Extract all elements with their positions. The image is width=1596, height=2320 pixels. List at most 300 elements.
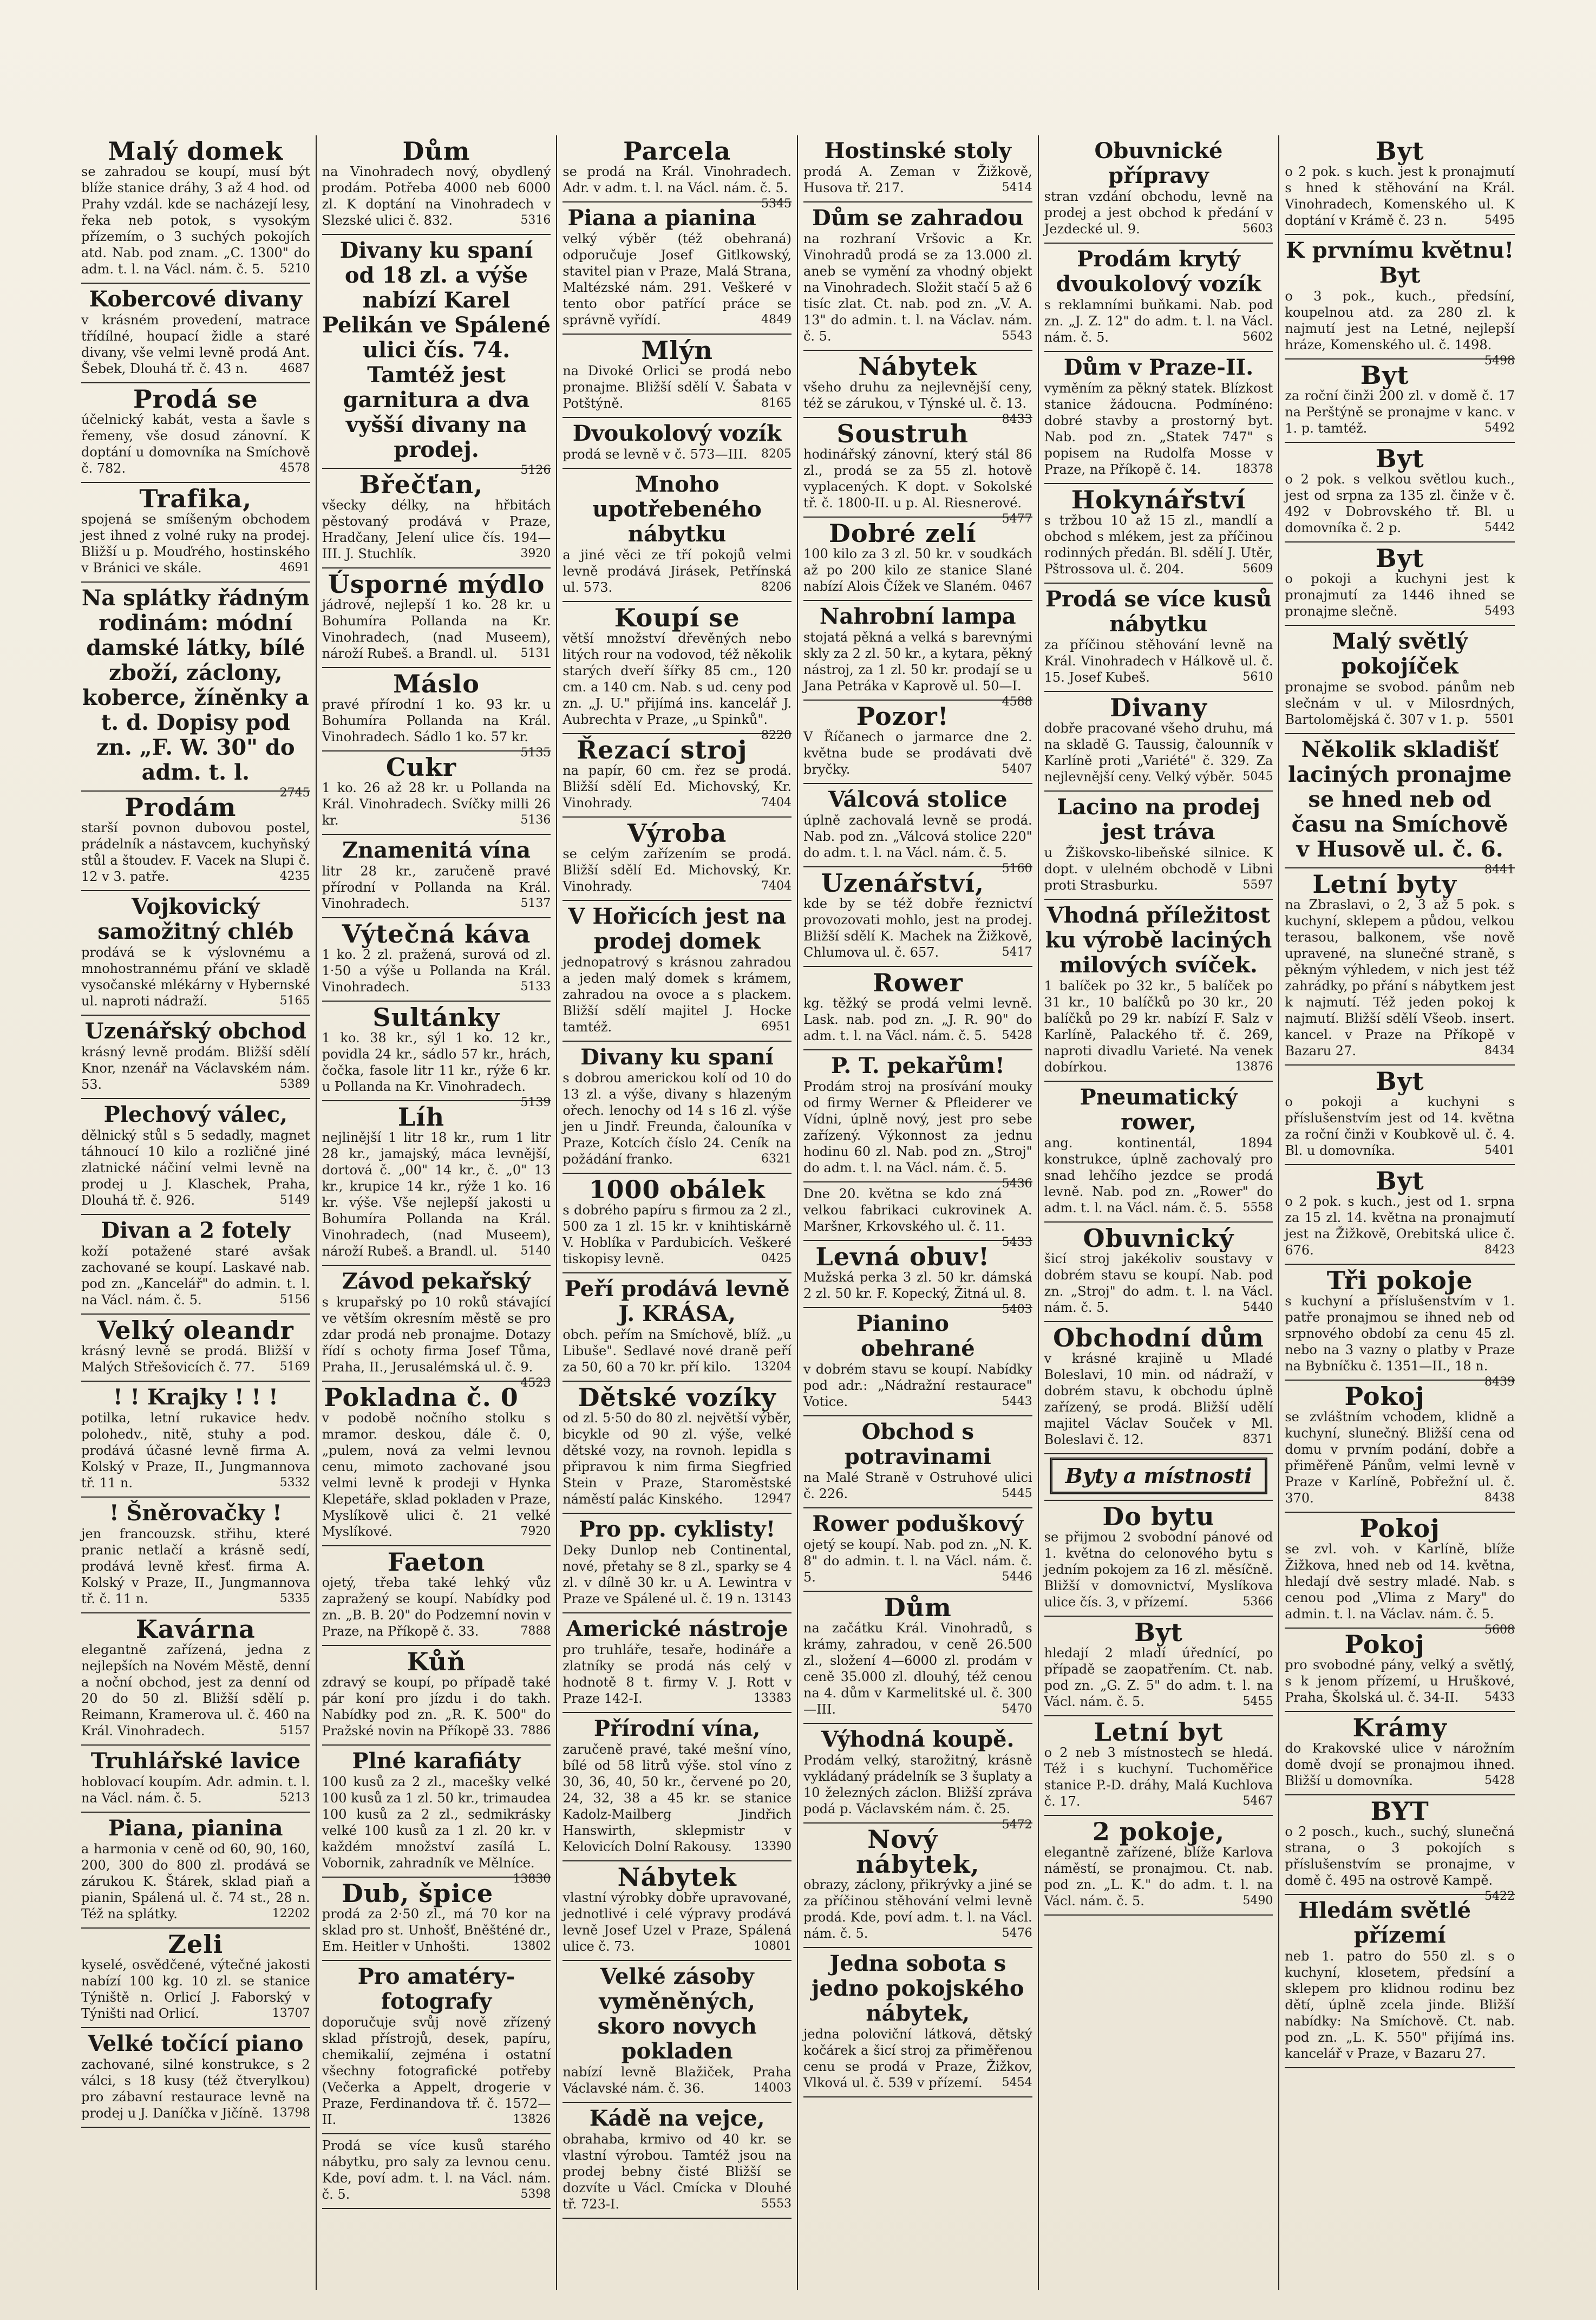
ad-body (803, 1079, 1032, 1191)
ad-body (1285, 288, 1515, 368)
ad-body (803, 446, 1032, 526)
ad-body (803, 231, 1032, 344)
ad-text: Prodá se více kusů starého nábytku, pro saly za levnou cenu. Kde, poví adm. t. l. na Václ. nám. č. 5. (322, 2138, 551, 2202)
ad-number: 7920 (520, 1525, 551, 1538)
classified-ad (322, 1382, 551, 1546)
classified-ad (1044, 1223, 1273, 1322)
ad-body (1044, 380, 1273, 478)
ad-body (322, 1906, 551, 1955)
ad-number: 5603 (1242, 222, 1273, 236)
ad-text: o 2 pok. s kuch., jest od 1. srpna za 15 zl. 14. května na pronajmutí jest na Žižkově, Orebitská ulice č. 676. (1285, 1194, 1515, 1258)
ad-title: Výhodná koupě. (821, 1727, 1015, 1752)
ad-title: Byt (1375, 544, 1424, 573)
ad-number: 8205 (761, 447, 792, 461)
ad-body (1285, 1409, 1515, 1506)
ad-text: ojetý se koupí. Nab. pod zn. „N. K. 8" do admin. t. l. na Václ. nám. č. 5. (803, 1537, 1032, 1585)
classified-ad (81, 1215, 310, 1315)
ad-number: 5608 (1484, 1623, 1515, 1637)
ad-body (1285, 388, 1515, 436)
ad-title: Letní byty (1312, 870, 1457, 899)
ad-number: 5467 (1242, 1794, 1273, 1808)
ad-body (1285, 571, 1515, 619)
ad-number: 4235 (279, 870, 310, 883)
ad-body (81, 2056, 310, 2121)
ad-number: 5477 (1002, 512, 1032, 526)
ad-title: Prodá se více kusů nábytku (1045, 586, 1272, 637)
classified-ad (322, 135, 551, 235)
ad-text: potilka, letní rukavice hedv. polohedv., nitě, stuhy a pod. prodává účasné levně firma A. Kolský v Praze, II., Jungmannova tř. 11 n. (81, 1410, 310, 1491)
ad-title: Divany ku spaní (580, 1044, 774, 1070)
ad-title: Úsporné mýdlo (328, 570, 545, 599)
ad-text: všecky délky, na hřbitách pěstovaný prodává v Praze, Hradčany, Jelení ulice čís. 194—III. J. Stuchlík. (322, 498, 551, 561)
classified-ad (81, 483, 310, 583)
classified-ad (81, 284, 310, 383)
classified-ad (562, 1273, 792, 1382)
ad-body (1044, 637, 1273, 685)
ad-number: 5414 (1002, 181, 1032, 194)
ad-body (322, 1774, 551, 1886)
ad-body (322, 164, 551, 228)
ad-text: zdravý se koupí, po případě také pár koní pro jízdu i do takh. Nabídky pod zn. „R. K. 500" do Pražské novin na Příkopě 33. (322, 1675, 551, 1739)
ad-body (81, 1774, 310, 1806)
ad-text: s dobrého papíru s firmou za 2 zl., 500 za 1 zl. 15 kr. v knihtiskárně V. Hoblíka v Pardubicích. Veškeré tiskopisy levně. (562, 1203, 792, 1266)
classified-ad (81, 1016, 310, 1099)
ad-title: K prvnímu květnu! Byt (1286, 238, 1514, 288)
section-heading-box: Byty a místnosti (1050, 1458, 1268, 1494)
classified-ad (562, 901, 792, 1042)
ad-number: 5454 (1002, 2076, 1032, 2089)
ad-number: 5442 (1484, 521, 1515, 534)
ad-text: do Krakovské ulice v nárožním domě dvojí se pronajmou ihned. Bližší u domovníka. (1285, 1741, 1515, 1788)
ad-text: v krásné krajině u Mladé Boleslavi, 10 min. od nádraží, v dobrém stavu, k obchodu úplně zařízený, se prodá. Bližší udělí majitel Václav Souček v Ml. Boleslavi č. 12. (1044, 1351, 1273, 1447)
ad-title: Jedna sobota s jedno pokojského nábytek, (812, 1951, 1024, 2026)
classified-ad (1044, 484, 1273, 584)
ad-text: na Zbraslavi, o 2, 3 až 5 pok. s kuchyní, sklepem a půdou, velkou terasou, balkonem, vše nově upravené, na slunečné straně, s pěkným výhledem, v nich jest též zahrádky, po přání s nábytkem jest k najmutí. Též jeden pokoj k najmutí. Bližší sdělí Všeob. insert. kancel. v Praze na Příkopě v Bazaru 27. (1285, 897, 1515, 1058)
ad-text: 100 kusů za 2 zl., macešky velké 100 kusů za 1 zl. 50 kr., trimaudea 100 kusů za 2 zl., sedmikrásky velké 100 kusů za 1 zl. 20 kr. v každém množství zasílá L. Vobornik, zahradník ve Mělníce. (322, 1774, 551, 1871)
ad-body (1285, 1657, 1515, 1705)
ad-number: 0425 (761, 1252, 792, 1265)
ad-number: 4578 (279, 461, 310, 475)
ad-title: Přírodní vína, (593, 1716, 761, 1741)
classified-ad (803, 1308, 1032, 1416)
ad-number: 4588 (1002, 695, 1032, 709)
ad-body (562, 630, 792, 742)
classified-ad (322, 918, 551, 1002)
ad-number: 5140 (520, 1244, 551, 1258)
ad-number: 5490 (1242, 1894, 1273, 1907)
ad-text: Deky Dunlop neb Continental, nové, přetahy se 8 zl., sparky se 4 zl. v dílně 30 kr. u A. Lewintra v Praze ve Spálené ul. č. 19 n. (562, 1543, 792, 1606)
ad-text: prodá A. Zeman v Žižkově, Husova tř. 217. (803, 164, 1032, 195)
ad-body (1044, 978, 1273, 1075)
ad-text: prodá za 2·50 zl., má 70 kor na sklad pro st. Unhošť, Bněšténé dr., Em. Heitler v Unhošti. (322, 1906, 551, 1954)
column-5 (1039, 135, 1280, 2290)
ad-number: 5602 (1242, 330, 1273, 344)
ad-text: s tržbou 10 až 15 zl., mandlí a obchod s mlékem, jest za příčinou rodinných předán. Bl. sdělí J. Utěr, Pštrossova ul. č. 204. (1044, 513, 1273, 577)
ad-text: větší množství dřevěných nebo litých rour na vodovod, též několik starých dveří šířky 85 cm., 120 cm. a 140 cm. Nab. s ud. ceny pod zn. „J. U." přijímá ins. kancelář J. Aubrechta v Praze, „u Spinků". (562, 631, 792, 727)
classified-ad (803, 1724, 1032, 1832)
ad-title: Prodám (125, 793, 237, 822)
classified-ad (803, 967, 1032, 1050)
ad-text: u Žiškovsko-libeňské silnice. K dopt. v ulelném obchodě v Libni proti Strasburku. (1044, 845, 1273, 893)
ad-title: Piana, pianina (108, 1815, 283, 1841)
ad-body (562, 1326, 792, 1375)
ad-body (81, 1044, 310, 1093)
ad-number: 8423 (1484, 1243, 1515, 1257)
ad-title: Malý domek (108, 136, 284, 166)
ad-number: 5316 (520, 213, 551, 227)
ad-number: 8206 (761, 580, 792, 594)
ad-body (81, 411, 310, 476)
ad-text: jednopatrový s krásnou zahradou a jeden malý domek s krámem, zahradou na ovoce a s plackem. Bližší sdělí majitel J. Hocke tamtéž. (562, 955, 792, 1035)
ad-title: 1000 obálek (588, 1175, 766, 1204)
ad-text: o 3 pok., kuch., předsíní, koupelnou atd. za 280 zl. k najmutí jest na Letné, nejlepší hráze, Komenského ul. č. 1498. (1285, 289, 1515, 352)
ad-body (81, 1127, 310, 1208)
classified-ad (322, 1746, 551, 1886)
ad-title: 2 pokoje, (1092, 1817, 1225, 1846)
ad-text: zachované, silné konstrukce, s 2 válci, s 18 kusy (též čtverylkou) pro zábavní restaurace levně na prodej u J. Daníčka v Jičíně. (81, 2057, 310, 2121)
classified-ad (803, 1050, 1032, 1191)
ad-body (803, 379, 1032, 426)
ad-title: Plechový válec, (103, 1102, 287, 1127)
classified-ad (1044, 1501, 1273, 1617)
ad-title: Do bytu (1102, 1502, 1215, 1531)
ad-text: nejlinější 1 litr 18 kr., rum 1 litr 28 kr., jamajský, máca levnější, dortová č. „00" 14 kr., č. „0" 13 kr., krupice 14 kr., rýže 1 ko. 16 kr. výše. Vše nejlepší jakosti u Bohumíra Pollanda na Král. Vinohradech, (nad Museem), nároží Rubeš. a Brandl. ul. (322, 1130, 551, 1259)
ad-body (562, 446, 792, 462)
ad-body (803, 2026, 1032, 2091)
ad-title: Krámy (1352, 1713, 1447, 1742)
classified-ad (322, 1546, 551, 1646)
ad-title: Tři pokoje (1326, 1266, 1473, 1295)
classified-ad (322, 751, 551, 835)
ad-title: Nábytek (858, 352, 978, 381)
ad-title: Válcová stolice (828, 787, 1008, 812)
ad-number: 13802 (513, 1939, 551, 1953)
classified-ad (562, 818, 792, 901)
ad-text: ojetý, třeba také lehký vůz zapražený se koupí. Nabídky pod zn. „B. B. 20" do Podzemní novin v Praze, na Příkopě č. 33. (322, 1575, 551, 1639)
ad-number: 13798 (272, 2106, 310, 2120)
ad-number: 5135 (520, 746, 551, 760)
ad-text: na Malé Straně v Ostruhové ulici č. 226. (803, 1470, 1032, 1501)
ad-body (803, 1537, 1032, 1585)
ad-text: hodinářský zánovní, který stál 86 zl., prodá se za 55 zl. hotově vyplacených. K dopt. v Sokolské tř. č. 1800-II. u p. Al. Riesnerové. (803, 447, 1032, 511)
ad-body (803, 1752, 1032, 1832)
classified-ad (562, 1514, 792, 1613)
ad-text: o 2 pok. s velkou světlou kuch., jest od srpna za 135 zl. činže v č. 492 v Dobrovského tř. Bl. u domovníka č. 2 p. (1285, 472, 1515, 535)
classified-ad (1285, 1265, 1515, 1389)
ad-title: Nový nábytek, (856, 1825, 980, 1879)
ad-body (562, 363, 792, 411)
ad-title: Pro amatéry-fotografy (357, 1964, 515, 2014)
ad-title: Pokoj (1344, 1382, 1425, 1411)
classified-ad (322, 469, 551, 568)
ad-number: 5165 (279, 994, 310, 1008)
ad-number: 8165 (761, 396, 792, 410)
classified-ad (1044, 1617, 1273, 1716)
ad-text: šicí stroj jakékoliv soustavy v dobrém stavu se koupí. Nab. pod zn. „Stroj" do adm. t. l. na Václ. nám. č. 5. (1044, 1251, 1273, 1315)
ad-title: Pozor! (856, 702, 949, 731)
ad-title: Malý světlý pokojíček (1332, 629, 1468, 679)
ad-title: Zeli (168, 1930, 224, 1959)
ad-body (1044, 1251, 1273, 1316)
ad-text: Prodám velký, starožitný, krásně vykládaný prádelník se 3 šuplaty a 10 železných záclon. Bližší zpráva podá p. Václavském nám. č. 25. (803, 1753, 1032, 1816)
ad-number: 5366 (1242, 1595, 1273, 1609)
classified-ad (562, 135, 792, 211)
ad-number: 13390 (753, 1840, 792, 1853)
classified-ad (81, 135, 310, 284)
column-1 (76, 135, 317, 2290)
ad-body (562, 1070, 792, 1167)
ad-text: účelnický kabát, vesta a šavle s řemeny, vše dosud zánovní. K doptání u domovníka na Smíchově č. 782. (81, 412, 310, 476)
ad-number: 5492 (1484, 421, 1515, 435)
ad-title: Obuvnický (1083, 1224, 1234, 1253)
ad-number: 13830 (513, 1872, 551, 1886)
ad-number: 8434 (1484, 1044, 1515, 1057)
ad-number: 5455 (1242, 1695, 1273, 1708)
ad-body (803, 729, 1032, 777)
ad-text: jádrové, nejlepší 1 ko. 28 kr. u Bohumíra Pollanda na Kr. Vinohradech, (nad Museem), nároží Rubeš. a Brandl. ul. (322, 597, 551, 661)
ad-text: na rozhraní Vršovic a Kr. Vinohradů prodá se za 13.000 zl. aneb se vymění za vhodný objekt na Vinohradech. Složit stačí 5 až 6 tisíc zlat. Ct. nab. pod zn. „V. A. 13" do admin. t. l. na Václav. nám. č. 5. (803, 231, 1032, 344)
ad-title: Piana a pianina (567, 205, 756, 231)
classified-ad (562, 1861, 792, 1961)
ad-number: 13826 (513, 2113, 551, 2126)
ad-number: 5440 (1242, 1300, 1273, 1314)
ad-title: Líh (397, 1102, 445, 1132)
ad-text: za příčinou stěhování levně na Král. Vinohradech v Hálkově ul. č. 15. Josef Kubeš. (1044, 637, 1273, 685)
column-3 (557, 135, 798, 2290)
classified-ad (803, 1182, 1032, 1249)
ad-title: Prodám krytý dvoukolový vozík (1056, 246, 1261, 297)
ad-text: pro truhláře, tesaře, hodináře a zlatníky se prodá nás celý v hodnotě 8 t. firmy V. J. Rott v Praze 142-I. (562, 1642, 792, 1706)
ad-title: Peří prodává levně J. KRÁSA, (564, 1276, 790, 1326)
ad-body (562, 1890, 792, 1955)
ad-number: 6321 (761, 1152, 792, 1166)
ad-text: od zl. 5·50 do 80 zl. největší výběr, bicykle od 90 zl. výše, velké dětské vozy, na rovnoh. lepidla s připravou k nim firma Siegfried Stein v Praze, Staroměstské náměstí palác Kinského. (562, 1410, 792, 1507)
ad-body (803, 812, 1032, 875)
ad-body (322, 2014, 551, 2128)
ad-number: 5501 (1484, 713, 1515, 726)
classified-ad (803, 1241, 1032, 1316)
ad-text: se zahradou se koupí, musí být blíže stanice dráhy, 3 až 4 hod. od Prahy vzdál. kde se nacházejí lesy, řeka neb potok, s vysokým přízemím, o 3 suchých pokojích atd. Nab. pod znam. „C. 1300" do adm. t. l. na Václ. nám. č. 5. (81, 164, 310, 277)
ad-text: na Divoké Orlici se prodá nebo pronajme. Bližší sdělí V. Šabata v Potštýně. (562, 363, 792, 411)
ad-text: o pokoji a kuchyni jest k pronajmutí za 1446 ihned se pronajme slečně. (1285, 571, 1515, 619)
ad-number: 12947 (753, 1492, 792, 1506)
ad-number: 5136 (520, 813, 551, 827)
ad-title: Pneumatický rower, (1080, 1084, 1238, 1135)
ad-number: 5156 (279, 1293, 310, 1306)
classified-ad (81, 1382, 310, 1498)
ad-number: 5433 (1484, 1690, 1515, 1704)
ad-text: o pokoji a kuchyni s příslušenstvím jest od 14. května za roční činži v Koubkově ul. č. 4. Bl. u domovníka. (1285, 1094, 1515, 1158)
ad-number: 5345 (761, 197, 792, 211)
ad-number: 14003 (753, 2081, 792, 2095)
ad-number: 5446 (1002, 1570, 1032, 1584)
classified-ad (322, 568, 551, 668)
classified-ad (1285, 360, 1515, 443)
ad-text: se prodá na Král. Vinohradech. Adr. v adm. t. l. na Václ. nám. č. 5. (562, 164, 792, 195)
ad-body (1285, 897, 1515, 1059)
classified-ad (322, 1002, 551, 1109)
ad-text: se zvl. voh. v Karlíně, blíže Žižkova, hned neb od 14. května, hledají dvě sestry mladé. Nab. s cenou pod „Vlima z Mary" do admin. t. l. na Václav. nám. č. 5. (1285, 1541, 1515, 1622)
classified-ad (1285, 1712, 1515, 1795)
ad-number: 13876 (1235, 1060, 1273, 1074)
ad-title: Máslo (393, 669, 480, 698)
ad-title (1044, 1458, 1273, 1494)
ad-body (562, 762, 792, 811)
ad-body (562, 846, 792, 894)
classified-ad (1285, 235, 1515, 368)
ad-title: Řezací stroj (576, 735, 748, 764)
ad-text: se přijmou 2 svobodní pánové od 1. května do celonového bytu s jedním pokojem za 16 zl. měsíčně. Bližší v domovnictví, Myslíkova ulice čís. 3, v přízemí. (1044, 1530, 1273, 1610)
ad-number: 8438 (1484, 1491, 1515, 1505)
ad-text: spojená se smíšeným obchodem jest ihned z volné ruky na prodej. Bližší u p. Mouďrého, hostinského v Bránici ve skále. (81, 512, 310, 576)
ad-number: 13204 (753, 1360, 792, 1374)
ad-text: doporučuje svůj nově zřízený sklad přístrojů, desek, papíru, chemikalií, zejména i ostatní všechny fotografické potřeby (Večerka a Appelt, drogerie v Praze, Ferdinandova tř. č. 1572—II. (322, 2015, 551, 2127)
classified-ad (1285, 734, 1515, 877)
ad-number: 8220 (761, 729, 792, 742)
ad-body (1044, 1529, 1273, 1610)
ad-text: Dne 20. května se kdo zná velkou fabrikaci cukrovinek A. Maršner, Krkovského ul. č. 11. (803, 1186, 1032, 1234)
ad-text: se celým zařízením se prodá. Bližší sdělí Ed. Michovský, Kr. Vinohrady. (562, 846, 792, 894)
ad-number: 5558 (1242, 1201, 1273, 1214)
classified-ad (562, 1174, 792, 1273)
classified-ad (1044, 1082, 1273, 1223)
ad-text: krásný levně prodám. Bližší sdělí Knor, nzenář na Václavském nám. 53. (81, 1044, 310, 1092)
ad-text: ang. kontinentál, 1894 konstrukce, úplně zachovalý pro snad lehčího jezdce se prodá levně. Nab. pod zn. „Rower" do adm. t. l. na Václ. nám. č. 5. (1044, 1135, 1273, 1215)
ad-title: Rower (872, 968, 963, 997)
ad-body (322, 696, 551, 760)
ad-number: 2745 (279, 786, 310, 800)
ad-body (81, 1410, 310, 1491)
ad-title: Mlýn (641, 336, 713, 365)
ad-body (322, 2138, 551, 2203)
ad-title: Nábytek (617, 1862, 737, 1892)
ad-title: Kádě na vejce, (589, 2106, 765, 2131)
ad-text: velký výběr (též obehraná) odporučuje Josef Gitlkowský, stavitel pian v Praze, Malá Strana, Maltézské nám. 291. Veškeré v tento obor patřící práce se správně vyřídí. (562, 231, 792, 328)
ad-number: 5137 (520, 897, 551, 910)
ad-number: 4691 (279, 561, 310, 574)
ad-text: s dobrou americkou kolí od 10 do 13 zl. a výše, divany s hlazeným ořech. lenochy od 14 s 16 zl. výše jen u Jindř. Freunda, čalouníka v Praze, Kotcích číslo 24. Ceník na požádání franko. (562, 1070, 792, 1167)
ad-text: prodává se k výslovnému a mnohostrannému přání ve skladě vysočanské mlékárny v Hybernské ul. naproti nádraží. (81, 945, 310, 1009)
ad-title: Byt (1360, 361, 1409, 390)
ad-number: 5493 (1484, 604, 1515, 618)
classified-ad (562, 1042, 792, 1174)
ad-number: 12202 (272, 1907, 310, 1920)
ad-text: kg. těžký se prodá velmi levně. Lask. nab. pod zn. „J. R. 90" do adm. t. l. na Václ. nám. č. 5. (803, 996, 1032, 1043)
ad-number: 0467 (1002, 579, 1032, 593)
ad-title: Byt (1375, 1067, 1424, 1096)
classified-ad (1044, 692, 1273, 792)
ad-title: Levná obuv! (815, 1242, 990, 1271)
ad-body (1285, 164, 1515, 228)
ad-number: 13383 (753, 1691, 792, 1705)
ad-body (562, 1741, 792, 1855)
ad-title: Dům se zahradou (812, 205, 1024, 231)
ad-title: Letní byt (1094, 1717, 1224, 1747)
ad-title: Dům v Praze-II. (1063, 355, 1254, 380)
ad-text: na Vinohradech nový, obydlený prodám. Potřeba 4000 neb 6000 zl. K doptání na Vinohradech v Slezské ulici č. 832. (322, 164, 551, 228)
ad-text: jen francouzsk. střihu, které pranic netlačí a krásně sedí, prodává levně křesť. firma A. Kolský v Praze, II., Jungmannova tř. č. 11 n. (81, 1526, 310, 1606)
ad-number: 7404 (761, 879, 792, 893)
classified-ad (803, 1508, 1032, 1592)
ad-body (803, 1269, 1032, 1316)
classified-ad (803, 701, 1032, 784)
classified-ad (81, 1315, 310, 1382)
classified-ad (1044, 135, 1273, 244)
ad-body (562, 1642, 792, 1707)
ad-title: Soustruh (836, 419, 969, 448)
ad-text: kde by se též dobře řeznictví provozovati mohlo, jest na prodej. Bližší sdělí K. Machek na Žižkově, Chlumova ul. č. 657. (803, 896, 1032, 960)
ad-number: 5335 (279, 1592, 310, 1605)
ad-number: 7886 (520, 1724, 551, 1737)
ad-body (1044, 1844, 1273, 1909)
classified-ad (803, 784, 1032, 875)
ad-body (81, 1957, 310, 2022)
ad-body (1285, 1193, 1515, 1258)
ad-title: Hledám světlé přízemí (1298, 1898, 1471, 1948)
ad-body (1044, 297, 1273, 345)
ad-body (322, 1574, 551, 1639)
ad-number: 5045 (1242, 770, 1273, 783)
ad-title: BYT (1370, 1796, 1429, 1826)
ad-body (322, 1410, 551, 1540)
ad-number: 5403 (1002, 1303, 1032, 1316)
classified-ad (1285, 1381, 1515, 1513)
ad-title: Divan a 2 fotely (101, 1218, 291, 1243)
classified-ad (803, 1824, 1032, 1948)
ad-body (81, 944, 310, 1009)
ad-body (322, 1674, 551, 1739)
ad-title: Pro pp. cyklisty! (579, 1517, 776, 1542)
ad-text: 100 kilo za 3 zl. 50 kr. v soudkách až po 200 kilo ze stanice Slané nabízí Alois Čížek ve Slaném. (803, 546, 1032, 594)
classified-ad (1285, 1066, 1515, 1165)
ad-text: s krupařský po 10 roků stávající ve větším okresním městě se pro zdar prodá neb pronajme. Dotazy řídí s ochoty firma Josef Tůma, Praha, II., Jerusalémská ul. č. 9. (322, 1295, 551, 1375)
ad-title: Dvoukolový vozík (572, 421, 782, 446)
ad-text: vyměním za pěkný statek. Blízkost stanice žádoucna. Podmínéno: dobré stavby a prostorný byt. Nab. pod zn. „Statek 747" s popisem na Rudolfa Mosse v Praze, na Příkopě č. 14. (1044, 381, 1273, 477)
classified-ad (322, 1101, 551, 1266)
ad-text: úplně zachovalá levně se prodá. Nab. pod zn. „Válcová stolice 220" do adm. t. l. na Václ. nám. č. 5. (803, 813, 1032, 860)
ad-title: ! Šněrovačky ! (109, 1500, 282, 1526)
ad-title: Dům (402, 136, 470, 166)
ad-body (1044, 1135, 1273, 1216)
classified-ad (322, 1266, 551, 1390)
ad-number: 13707 (272, 2007, 310, 2020)
ad-number: 5543 (1002, 329, 1032, 343)
classified-ad (1285, 1165, 1515, 1265)
ad-body (562, 164, 792, 211)
ad-number: 4849 (761, 313, 792, 326)
ad-number: 5332 (279, 1476, 310, 1489)
classified-ad (322, 2134, 551, 2209)
ad-title: Sultánky (372, 1003, 500, 1032)
ad-body (322, 946, 551, 995)
ad-number: 5553 (761, 2197, 792, 2211)
ad-body (1285, 679, 1515, 728)
classified-ad (803, 1948, 1032, 2097)
ad-number: 5436 (1002, 1177, 1032, 1191)
ad-number: 5407 (1002, 762, 1032, 776)
ad-text: všeho druhu za nejlevnější ceny, též se zárukou, v Týnské ul. č. 13. (803, 380, 1032, 411)
ad-body (1285, 1541, 1515, 1637)
ad-number: 8371 (1242, 1433, 1273, 1446)
ad-body (1044, 1350, 1273, 1448)
ad-body (803, 1361, 1032, 1410)
ad-text: pravé přírodní 1 ko. 93 kr. u Bohumíra Pollanda na Král. Vinohradech. Sádlo 1 ko. 57 kr. (322, 697, 551, 744)
ad-title: P. T. pekařům! (830, 1053, 1005, 1079)
ad-number: 5133 (520, 980, 551, 994)
ad-title: Kavárna (135, 1615, 256, 1644)
ad-title: Dobré zelí (829, 519, 977, 548)
ad-title: Divany (1109, 693, 1208, 722)
